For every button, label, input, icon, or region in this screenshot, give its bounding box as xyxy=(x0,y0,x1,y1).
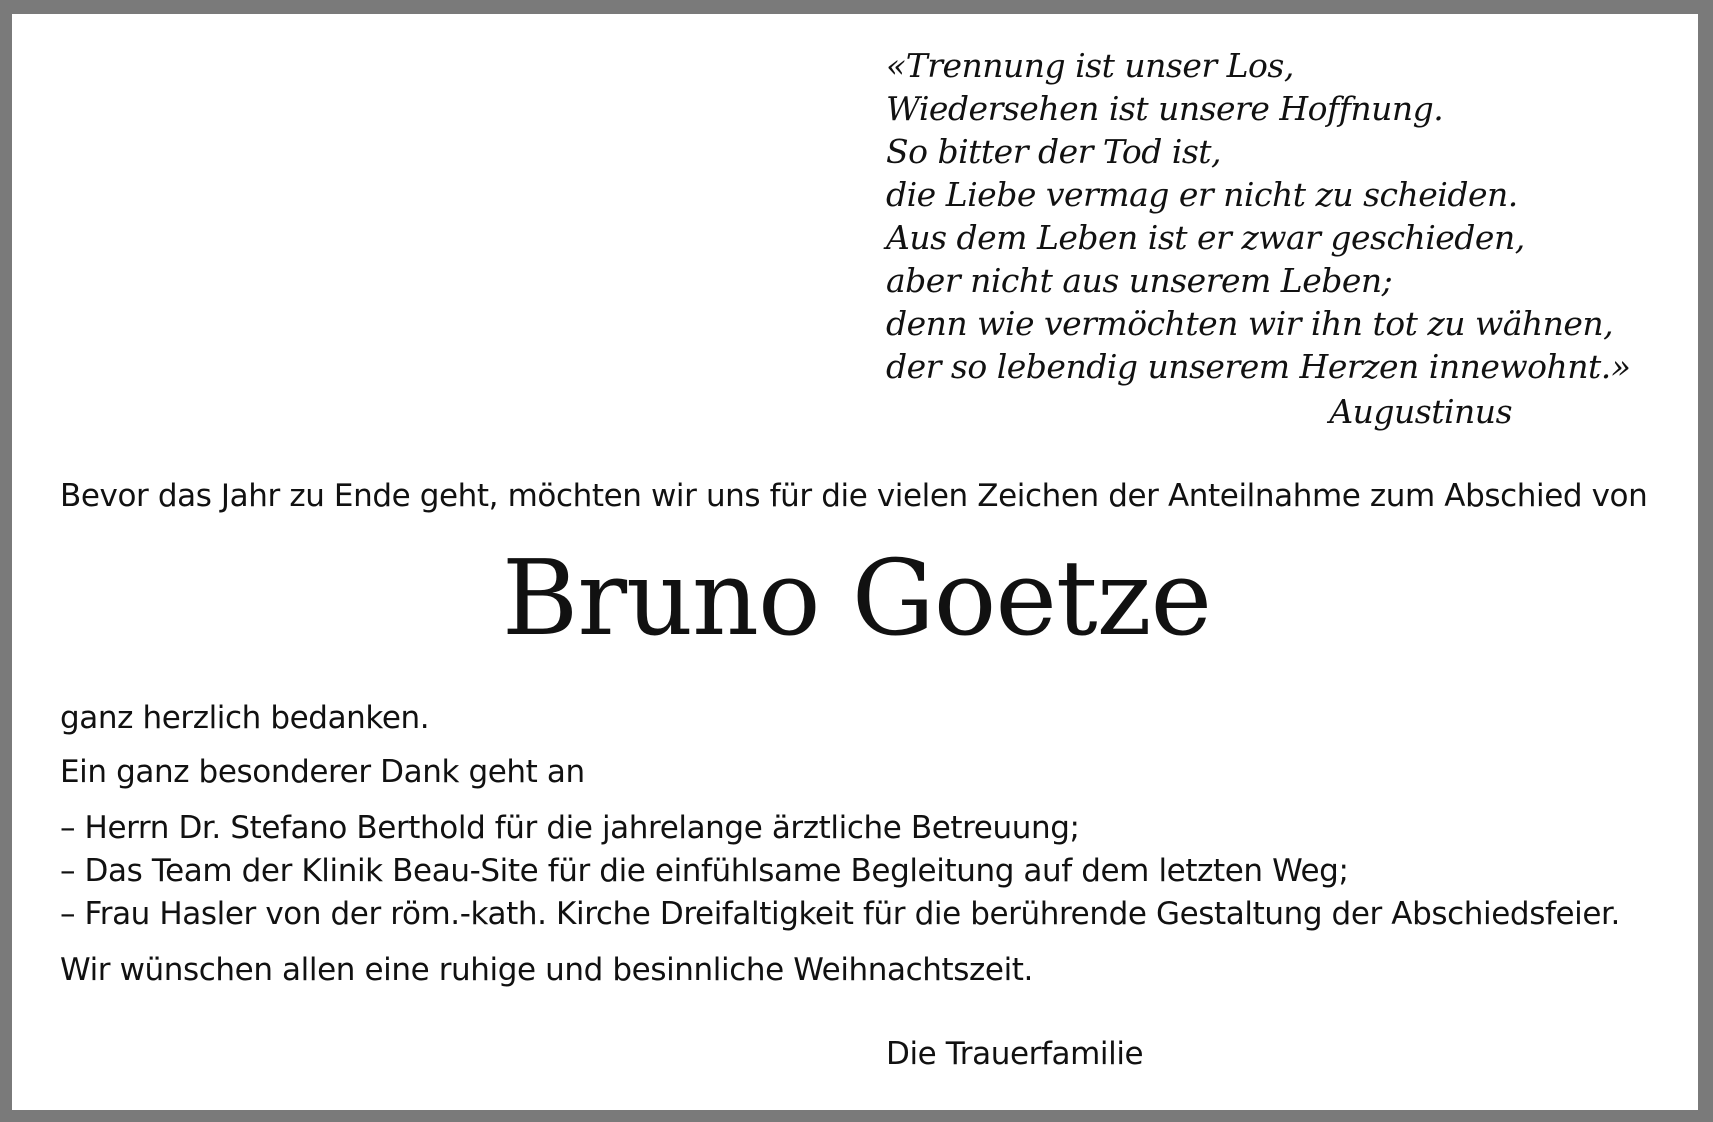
quote-line: Aus dem Leben ist er zwar geschieden, xyxy=(886,218,1525,257)
thanks-list xyxy=(60,807,1620,936)
special-thanks-intro: Ein ganz besonderer Dank geht an xyxy=(60,754,585,790)
quote-line: So bitter der Tod ist, xyxy=(886,132,1222,171)
signature: Die Trauerfamilie xyxy=(886,1036,1144,1072)
quote-line: aber nicht aus unserem Leben; xyxy=(886,261,1393,300)
thanks-text: ganz herzlich bedanken. xyxy=(60,700,430,736)
intro-text: Bevor das Jahr zu Ende geht, möchten wir uns für die vielen Zeichen der Anteilnahme zum Abschied von xyxy=(60,478,1648,514)
quote-block xyxy=(886,44,1631,388)
list-item: – Frau Hasler von der röm.-kath. Kirche Dreifaltigkeit für die berührende Gestaltung der Abschiedsfeier. xyxy=(60,896,1620,932)
quote-line: denn wie vermöchten wir ihn tot zu wähnen, xyxy=(886,304,1614,343)
wishes-text: Wir wünschen allen eine ruhige und besinnliche Weihnachtszeit. xyxy=(60,952,1034,988)
quote-line: die Liebe vermag er nicht zu scheiden. xyxy=(886,175,1518,214)
deceased-name: Bruno Goetze xyxy=(501,537,1212,659)
list-item: – Das Team der Klinik Beau-Site für die einfühlsame Begleitung auf dem letzten Weg; xyxy=(60,853,1349,889)
quote-line: «Trennung ist unser Los, xyxy=(886,46,1294,85)
quote-line: Wiedersehen ist unsere Hoffnung. xyxy=(886,89,1444,128)
quote-author: Augustinus xyxy=(1329,392,1512,431)
quote-line: der so lebendig unserem Herzen innewohnt.» xyxy=(886,347,1631,386)
list-item: – Herrn Dr. Stefano Berthold für die jahrelange ärztliche Betreuung; xyxy=(60,810,1080,846)
